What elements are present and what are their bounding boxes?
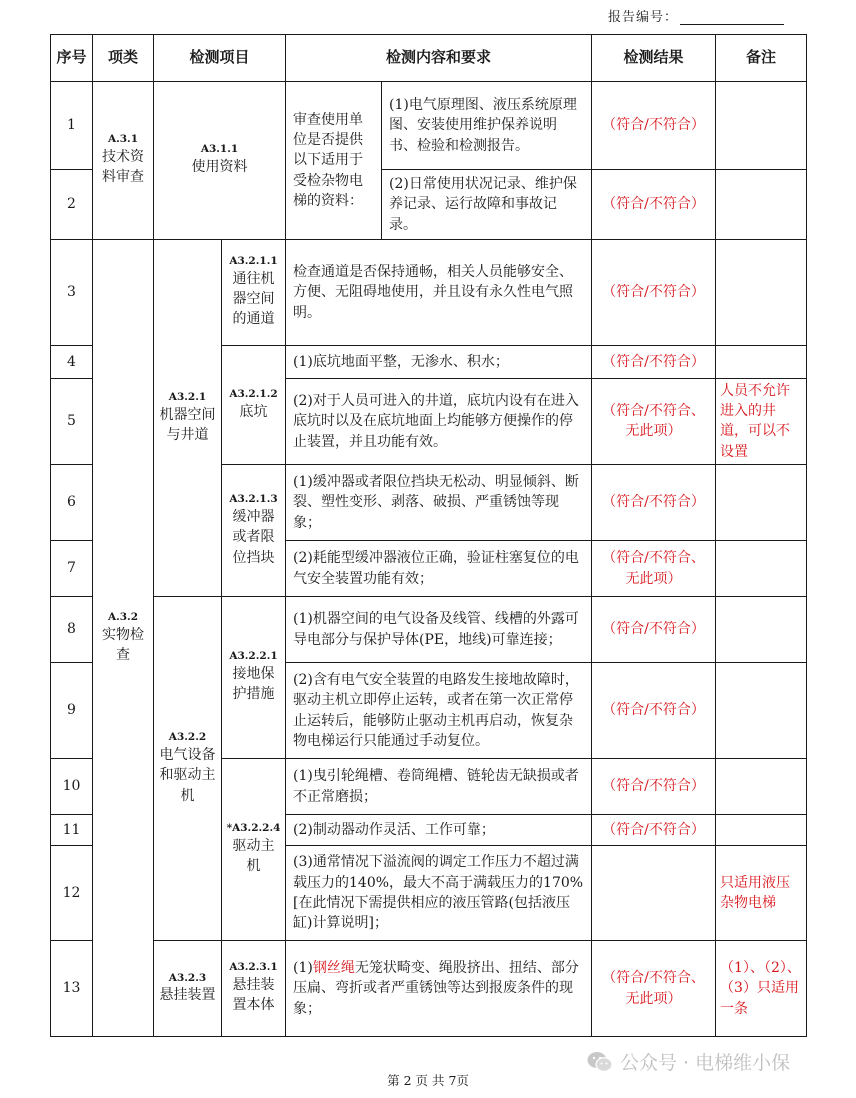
table-row <box>51 941 807 1037</box>
item-cell <box>222 345 286 464</box>
item-name: 接地保护措施 <box>232 666 275 703</box>
row-no: 3 <box>51 239 93 345</box>
group-code: A3.2.2 <box>168 731 207 744</box>
item-code: A3.2.3.1 <box>229 961 278 974</box>
content-cell: 检查通道是否保持通畅，相关人员能够安全、方便、无阻碍地使用，并且设有永久性电气照明。 <box>286 239 592 345</box>
item-name: 使用资料 <box>191 159 248 176</box>
item-code: *A3.2.2.4 <box>226 822 281 835</box>
remark-cell <box>716 170 807 240</box>
content-cell <box>286 941 592 1037</box>
content-cell: (1)缓冲器或者限位挡块无松动、明显倾斜、断裂、塑性变形、剥落、破损、严重锈蚀等现象； <box>286 465 592 541</box>
category-code: A.3.1 <box>107 133 139 146</box>
content-cell: (1)机器空间的电气设备及线管、线槽的外露可导电部分与保护导体(PE，地线)可靠连接； <box>286 597 592 663</box>
content-cell: (2)耗能型缓冲器液位正确，验证柱塞复位的电气安全装置功能有效； <box>286 541 592 597</box>
row-no: 6 <box>51 465 93 541</box>
table-row <box>51 82 807 170</box>
item-cell <box>222 759 286 941</box>
group-name: 机器空间与井道 <box>159 406 216 443</box>
item-code: A3.2.1.3 <box>229 493 278 506</box>
content-highlight: 钢丝绳 <box>312 960 355 977</box>
remark-cell <box>716 345 807 378</box>
remark-cell <box>716 663 807 759</box>
row-no: 12 <box>51 846 93 941</box>
row-no: 5 <box>51 378 93 464</box>
table-header-row <box>51 35 807 82</box>
result-cell: （符合/不符合） <box>592 345 716 378</box>
result-cell: （符合/不符合） <box>592 815 716 846</box>
result-cell: （符合/不符合） <box>592 759 716 815</box>
header-remark: 备注 <box>716 35 807 82</box>
content-lead: 审查使用单位是否提供以下适用于受检杂物电梯的资料： <box>286 82 382 240</box>
row-no: 9 <box>51 663 93 759</box>
result-cell: （符合/不符合、无此项） <box>592 378 716 464</box>
group-name: 电气设备和驱动主机 <box>159 746 216 804</box>
header-item: 检测项目 <box>154 35 286 82</box>
row-no: 4 <box>51 345 93 378</box>
content-rest: 无笼状畸变、绳股挤出、扭结、部分压扁、弯折或者严重锈蚀等达到报废条件的现象； <box>293 960 579 1017</box>
item-code: A3.2.2.1 <box>229 650 278 663</box>
item-name: 缓冲器或者限位挡块 <box>232 508 275 566</box>
remark-cell <box>716 759 807 815</box>
result-cell: （符合/不符合） <box>592 597 716 663</box>
group-cell <box>154 597 222 941</box>
content-cell: (1)电气原理图、液压系统原理图、安装使用维护保养说明书、检验和检测报告。 <box>382 82 592 170</box>
table-row <box>51 597 807 663</box>
row-no: 13 <box>51 941 93 1037</box>
header-content: 检测内容和要求 <box>286 35 592 82</box>
remark-cell: 人员不允许进入的井道，可以不设置 <box>716 378 807 464</box>
group-cell <box>154 941 222 1037</box>
remark-cell <box>716 465 807 541</box>
row-no: 1 <box>51 82 93 170</box>
category-name: 实物检查 <box>102 626 144 663</box>
remark-cell <box>716 82 807 170</box>
group-code: A3.2.1 <box>168 390 207 403</box>
content-cell: (2)含有电气安全装置的电路发生接地故障时，驱动主机立即停止运转，或者在第一次正常停止运转后，能够防止驱动主机再启动，恢复杂物电梯运行只能通过手动复位。 <box>286 663 592 759</box>
group-cell <box>154 239 222 596</box>
content-prefix: (1) <box>293 960 313 977</box>
item-name: 悬挂装置本体 <box>232 977 275 1014</box>
inspection-table <box>50 34 807 1037</box>
category-cell <box>93 239 154 1036</box>
item-code: A3.2.1.2 <box>229 388 278 401</box>
table-row <box>51 239 807 345</box>
item-code: A3.1.1 <box>200 143 239 156</box>
item-code: A3.2.1.1 <box>229 255 278 268</box>
remark-cell: 只适用液压杂物电梯 <box>716 846 807 941</box>
result-cell: （符合/不符合） <box>592 465 716 541</box>
item-name: 通往机器空间的通道 <box>232 270 275 328</box>
result-cell: （符合/不符合、无此项） <box>592 541 716 597</box>
content-cell: (3)通常情况下溢流阀的调定工作压力不超过满载压力的140%，最大不高于满载压力的170%[在此情况下需提供相应的液压管路(包括液压缸)计算说明]； <box>286 846 592 941</box>
header-result: 检测结果 <box>592 35 716 82</box>
item-cell <box>154 82 286 240</box>
result-cell: （符合/不符合、无此项） <box>592 941 716 1037</box>
item-cell <box>222 941 286 1037</box>
item-cell <box>222 465 286 597</box>
item-cell <box>222 239 286 345</box>
group-name: 悬挂装置 <box>159 987 216 1004</box>
remark-cell: （1）、（2）、（3）只适用一条 <box>716 941 807 1037</box>
content-cell: (1)底坑地面平整，无渗水、积水； <box>286 345 592 378</box>
content-cell: (2)制动器动作灵活、工作可靠； <box>286 815 592 846</box>
category-cell <box>93 82 154 240</box>
row-no: 10 <box>51 759 93 815</box>
item-cell <box>222 597 286 759</box>
result-cell <box>592 846 716 941</box>
category-name: 技术资料审查 <box>102 148 144 186</box>
header-no: 序号 <box>51 35 93 82</box>
remark-cell <box>716 815 807 846</box>
report-number-label: 报告编号： <box>608 10 679 25</box>
group-code: A3.2.3 <box>168 971 207 984</box>
category-code: A.3.2 <box>107 610 139 623</box>
content-cell: (1)曳引轮绳槽、卷筒绳槽、链轮齿无缺损或者不正常磨损； <box>286 759 592 815</box>
report-number-blank <box>680 10 784 25</box>
row-no: 2 <box>51 170 93 240</box>
header-category: 项类 <box>93 35 154 82</box>
result-cell: （符合/不符合） <box>592 239 716 345</box>
content-cell: (2)对于人员可进入的井道，底坑内设有在进入底坑时以及在底坑地面上均能够方便操作的停止装置，并且功能有效。 <box>286 378 592 464</box>
remark-cell <box>716 597 807 663</box>
report-number <box>608 6 784 25</box>
row-no: 7 <box>51 541 93 597</box>
item-name: 驱动主机 <box>232 838 275 875</box>
wechat-icon <box>586 1050 614 1074</box>
row-no: 8 <box>51 597 93 663</box>
page-number: 第 2 页 共 7页 <box>387 1073 469 1088</box>
remark-cell <box>716 541 807 597</box>
row-no: 11 <box>51 815 93 846</box>
result-cell: （符合/不符合） <box>592 170 716 240</box>
result-cell: （符合/不符合） <box>592 82 716 170</box>
remark-cell <box>716 239 807 345</box>
watermark-text: 公众号 · 电梯维小保 <box>620 1052 791 1074</box>
content-cell: (2)日常使用状况记录、维护保养记录、运行故障和事故记录。 <box>382 170 592 240</box>
item-name: 底坑 <box>239 403 268 420</box>
result-cell: （符合/不符合） <box>592 663 716 759</box>
